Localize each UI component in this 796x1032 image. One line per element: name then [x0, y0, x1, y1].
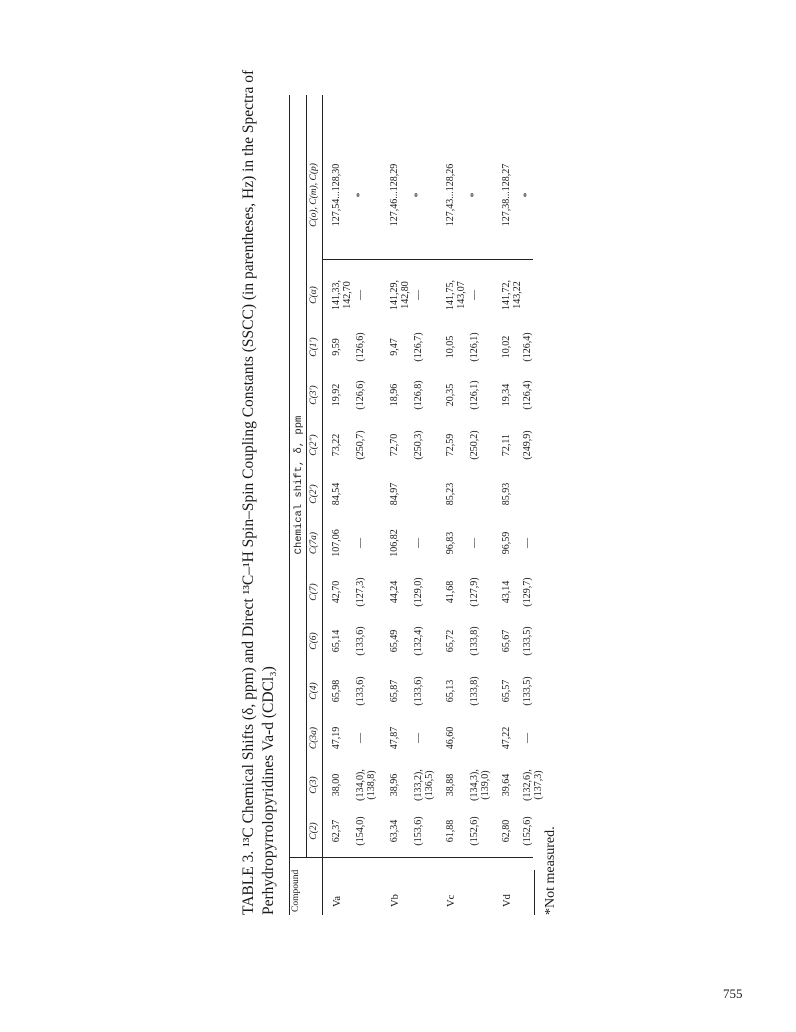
table-cell: 96,59: [501, 531, 512, 555]
table-cell: 85,93: [501, 482, 512, 506]
column-header: C(6): [309, 632, 319, 650]
column-header: C(7): [309, 583, 319, 601]
table-cell: 84,97: [389, 482, 400, 506]
top-rule: [289, 95, 290, 915]
table-cell: *: [522, 192, 533, 198]
table-cell: 19,34: [501, 383, 512, 407]
table-cell: (154,0): [355, 816, 366, 846]
table-cell: 46,60: [445, 726, 456, 750]
table-cell: (133,5): [522, 676, 533, 706]
table-cell: 20,35: [445, 383, 456, 407]
table-cell: 9,47: [389, 338, 400, 356]
table-cell: 127,38...128,27: [501, 163, 512, 227]
table-cell: (126,4): [522, 380, 533, 410]
table-cell: (249,9): [522, 430, 533, 460]
table-cell: 10,05: [445, 335, 456, 359]
table-cell: *: [413, 192, 424, 198]
column-header: C(α): [309, 286, 319, 304]
table-cell: 43,14: [501, 580, 512, 604]
table-cell: 38,96: [389, 773, 400, 797]
table-cell: —: [469, 538, 480, 548]
table-cell: (126,4): [522, 332, 533, 362]
header-bottom-rule: [322, 95, 323, 915]
table-cell: 9,59: [331, 338, 342, 356]
table-cell: 39,64: [501, 773, 512, 797]
table-cell: (126,6): [355, 380, 366, 410]
table-cell: (250,2): [469, 430, 480, 460]
table-cell: 65,49: [389, 629, 400, 653]
table-cell: 47,19: [331, 726, 342, 750]
column-header: C(4): [309, 682, 319, 700]
table-cell: —: [355, 733, 366, 743]
table-cell: (133,8): [469, 676, 480, 706]
table-caption-line-1: TABLE 3. ¹³C Chemical Shifts (δ, ppm) and Direct ¹³C–¹H Spin–Spin Coupling Constants (SSCC) (in parentheses, Hz) in the Spectra of: [240, 69, 257, 915]
chemical-shift-rule: [306, 95, 307, 858]
table-cell: 73,22: [331, 433, 342, 457]
table-cell: 10,02: [501, 335, 512, 359]
table-cell: 106,82: [389, 529, 400, 557]
table-cell: 62,80: [501, 819, 512, 843]
footnote-rule: [534, 870, 535, 915]
page-number: 755: [723, 986, 743, 1001]
table-cell: —: [469, 290, 480, 300]
table-cell: 44,24: [389, 580, 400, 604]
table-cell: 19,92: [331, 383, 342, 407]
table-cell: *: [355, 192, 366, 198]
table-cell: (129,7): [522, 577, 533, 607]
table-cell: (250,3): [413, 430, 424, 460]
table-cell: —: [413, 538, 424, 548]
column-header: C(7a): [309, 531, 319, 555]
table-caption-line-2: Perhydropyrrolopyridines Va-d (CDCl₃): [260, 666, 277, 915]
table-cell: —: [413, 290, 424, 300]
table-cell: 84,54: [331, 482, 342, 506]
table-cell: 85,23: [445, 482, 456, 506]
table-cell: 141,72, 143,22: [501, 280, 523, 310]
table-cell: (132,4): [413, 626, 424, 656]
column-header: C(3'): [309, 385, 319, 405]
table-cell: (133,6): [413, 676, 424, 706]
table-cell: 96,83: [445, 531, 456, 555]
column-header: C(2'): [309, 484, 319, 504]
table-cell: (133,5): [522, 626, 533, 656]
table-cell: 65,87: [389, 679, 400, 703]
table-cell: 65,67: [501, 629, 512, 653]
table-cell: (133,8): [469, 626, 480, 656]
table-cell: 127,54...128,30: [331, 163, 342, 227]
table-cell: (133,6): [355, 626, 366, 656]
table-cell: 41,68: [445, 580, 456, 604]
table-cell: (127,3): [355, 577, 366, 607]
table-cell: 38,00: [331, 773, 342, 797]
table-cell: (127,9): [469, 577, 480, 607]
table-cell: 63,34: [389, 819, 400, 843]
table-cell: (126,6): [355, 332, 366, 362]
column-header: C(3): [309, 776, 319, 794]
table-cell: —: [522, 538, 533, 548]
compound-label: Vb: [390, 894, 401, 907]
table-cell: 65,13: [445, 679, 456, 703]
compound-label: Vd: [502, 894, 513, 907]
compound-label: Va: [332, 895, 343, 907]
table-cell: (126,7): [413, 332, 424, 362]
chemical-shift-header: Chemical shift, δ, ppm: [293, 415, 305, 555]
footnote: *Not measured.: [543, 826, 558, 915]
table-cell: 62,37: [331, 819, 342, 843]
table-cell: 42,70: [331, 580, 342, 604]
table-cell: —: [355, 290, 366, 300]
table-cell: —: [355, 538, 366, 548]
table-cell: 61,88: [445, 819, 456, 843]
table-cell: (152,6): [469, 816, 480, 846]
table-cell: (129,0): [413, 577, 424, 607]
table-cell: —: [522, 733, 533, 743]
table-cell: 65,98: [331, 679, 342, 703]
table-cell: 72,11: [501, 433, 512, 457]
table-cell: (126,1): [469, 380, 480, 410]
table-cell: 141,29, 142,80: [389, 280, 411, 310]
table-cell: 47,22: [501, 726, 512, 750]
compound-header: Compound: [291, 869, 301, 912]
table-cell: 65,72: [445, 629, 456, 653]
table-cell: 127,43...128,26: [445, 163, 456, 227]
table-cell: (132,6), (137,3): [522, 769, 544, 801]
table-cell: 107,06: [331, 529, 342, 557]
table-cell: *: [469, 192, 480, 198]
last-column-divider: [322, 259, 533, 260]
table-cell: 141,75, 143,07: [445, 280, 467, 310]
table-cell: (153,6): [413, 816, 424, 846]
compound-label: Vc: [446, 894, 457, 907]
table-cell: 72,70: [389, 433, 400, 457]
column-header: C(o), C(m), C(p): [309, 163, 319, 227]
rotated-table-page: [235, 69, 570, 915]
table-cell: (134,3), (139,0): [469, 769, 491, 801]
table-cell: 18,96: [389, 383, 400, 407]
table-cell: (126,1): [469, 332, 480, 362]
table-cell: (152,6): [522, 816, 533, 846]
table-cell: (134,0), (138,8): [355, 769, 377, 801]
table-cell: 72,59: [445, 433, 456, 457]
table-cell: 141,33, 142,70: [331, 280, 353, 310]
table-cell: 127,46...128,29: [389, 163, 400, 227]
table-cell: 65,14: [331, 629, 342, 653]
compound-column-divider: [289, 857, 533, 858]
column-header: C(2): [309, 822, 319, 840]
table-cell: (133,6): [355, 676, 366, 706]
table-cell: 38,88: [445, 773, 456, 797]
table-cell: (250,7): [355, 430, 366, 460]
column-header: C(3a): [309, 726, 319, 750]
table-cell: (126,8): [413, 380, 424, 410]
column-header: C(1'): [309, 337, 319, 357]
table-cell: 47,87: [389, 726, 400, 750]
table-cell: —: [413, 733, 424, 743]
column-header: C(2"): [309, 434, 319, 456]
table-cell: (133,2), (136,5): [413, 769, 435, 801]
table-cell: 65,57: [501, 679, 512, 703]
